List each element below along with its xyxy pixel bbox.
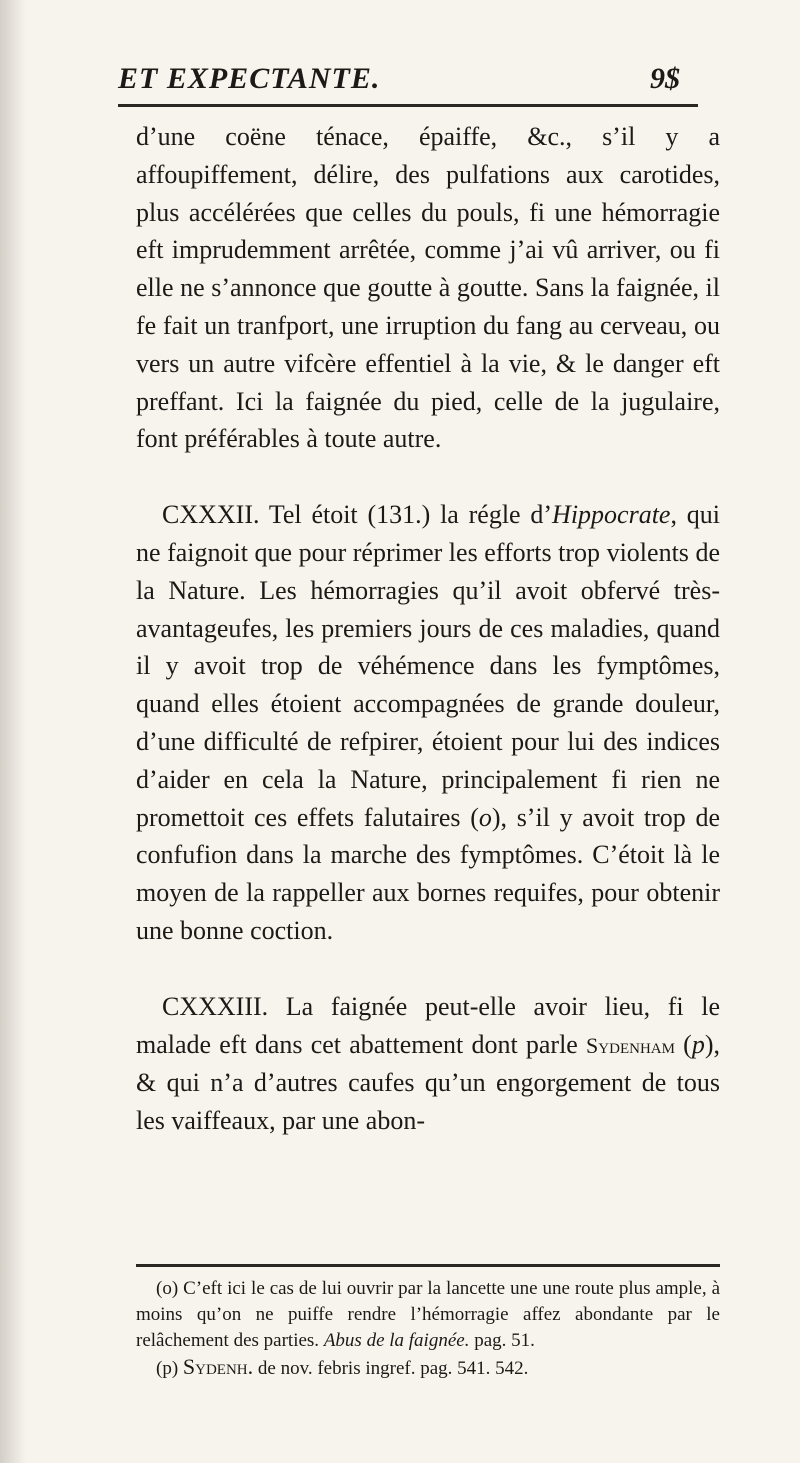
- paragraph-text: ), s’il y avoit trop de confufion dans la marche des fymptômes. C’étoit là le moyen de la rappeller aux bornes requifes, pour obtenir une bonne coction.: [136, 802, 721, 945]
- paragraph-text: ), & qui n’a d’autres caufes qu’un engorgement de tous les vaiffeaux, par une abon-: [136, 1029, 720, 1136]
- running-title: ET EXPECTANTE.: [118, 62, 381, 95]
- paragraph-text: CXXXIII. La faignée peut-elle avoir lieu, fi le malade eft dans cet abattement dont parle: [136, 991, 720, 1059]
- footnote-text: de nov. febris ingref. pag. 541. 542.: [253, 1358, 529, 1379]
- main-text: [136, 118, 720, 1140]
- footnote-marker: (p): [156, 1358, 179, 1379]
- footnote-marker: (o): [156, 1278, 179, 1299]
- paragraph-continuation: d’une coëne ténace, épaiffe, &c., s’il y a affoupiffement, délire, des pulfations aux carotides, plus accélérées que celles du pouls, fi une hémorragie eft imprudemment arrêtée, comme j’ai vû arriver, ou fi elle ne s’annonce que goutte à goutte. Sans la faignée, il fe fait un tranfport, une irruption du fang au cerveau, ou vers un autre vifcère effentiel à la vie, & le danger eft preffant. Ici la faignée du pied, celle de la jugulaire, font préférables à toute autre.: [136, 122, 720, 454]
- running-header: [118, 62, 698, 106]
- footnotes: [136, 1276, 720, 1382]
- footnote-source-title: Abus de la faignée.: [323, 1330, 470, 1351]
- footnote-o: [136, 1276, 720, 1354]
- paragraph-text: (: [674, 1029, 692, 1059]
- paragraph-text: CXXXII. Tel étoit (131.) la régle d’: [162, 500, 553, 530]
- author-name-sydenham: Sydenham: [586, 1032, 675, 1058]
- author-name-hippocrate: Hippocrate: [552, 500, 671, 530]
- paragraph-cxxxii: [136, 496, 720, 950]
- page-edge-shadow: [0, 0, 26, 1463]
- footnote-reference-p: p: [691, 1029, 705, 1059]
- paragraph-cxxxiii: [136, 988, 720, 1140]
- page-number: 9$: [650, 62, 680, 95]
- header-rule: [118, 104, 698, 107]
- paragraph-text: , qui ne faignoit que pour réprimer les efforts trop violents de la Nature. Les hémorragies qu’il avoit obfervé très-avantageufes, les premiers jours de ces maladies, quand il y avoit trop de véhémence dans les fymptômes, quand elles étoient accompagnées de grande douleur, d’une difficulté de refpirer, étoient pour lui des indices d’aider en cela la Nature, principalement fi rien ne promettoit ces effets falutaires (: [136, 500, 720, 832]
- footnote-reference-o: o: [478, 802, 492, 832]
- footnote-author: Sydenh.: [182, 1354, 254, 1379]
- footnote-rule: [136, 1264, 720, 1267]
- footnote-p: [136, 1354, 720, 1382]
- footnote-text: C’eft ici le cas de lui ouvrir par la lancette une une route plus ample, à moins qu’on ne puiffe rendre l’hémorragie affez abondante par le relâchement des parties.: [136, 1278, 720, 1351]
- footnote-text: pag. 51.: [469, 1330, 535, 1351]
